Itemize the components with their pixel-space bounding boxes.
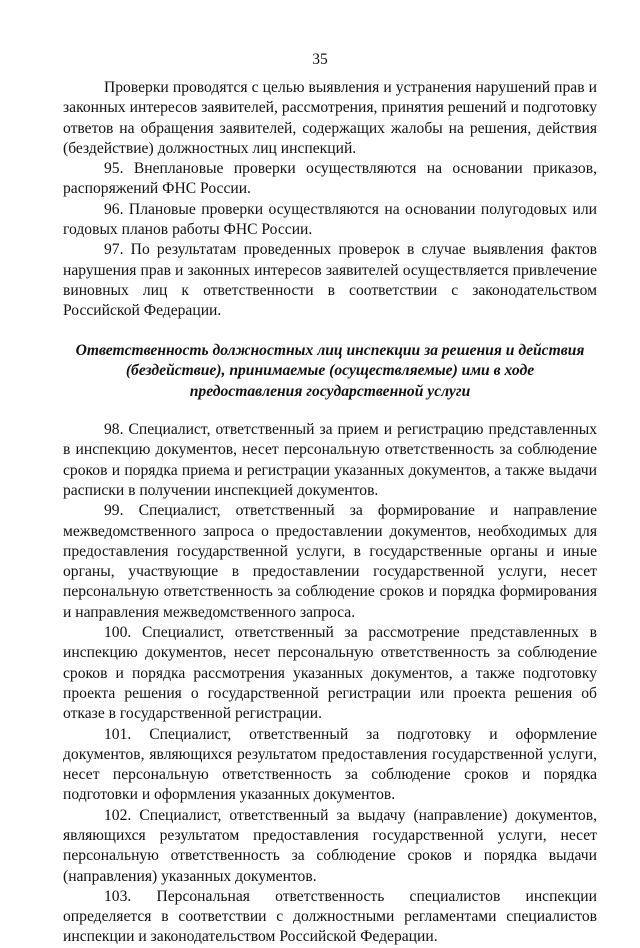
paragraph-97: 97. По результатам проведенных проверок в случае выявления фактов нарушения прав и законных интересов заявителей осуществляется привлечение виновных лиц к ответственности в соответствии с законодательством Российской Федерации.: [63, 241, 597, 320]
paragraph-102: 102. Специалист, ответственный за выдачу (направление) документов, являющихся результатом предоставления государственной услуги, несет персональную ответственность за соблюдение сроков и порядка выдачи (направления) указанных документов.: [63, 806, 597, 885]
paragraph-95: 95. Внеплановые проверки осуществляются на основании приказов, распоряжений ФНС России.: [63, 160, 597, 198]
paragraph-98: 98. Специалист, ответственный за прием и регистрацию представленных в инспекцию документов, несет персональную ответственность за соблюдение сроков и порядка приема и регистрации указанных документов, а также выдачи расписки в получении инспекцией документов.: [63, 421, 597, 499]
document-body: [63, 78, 597, 948]
paragraph-96: 96. Плановые проверки осуществляются на основании полугодовых или годовых планов работы ФНС России.: [63, 200, 597, 239]
paragraph-101: 101. Специалист, ответственный за подготовку и оформление документов, являющихся результатом предоставления государственной услуги, несет персональную ответственность за соблюдение сроков и порядка подготовки и оформления указанных документов.: [63, 725, 597, 804]
paragraph-100: 100. Специалист, ответственный за рассмотрение представленных в инспекцию документов, несет персональную ответственность за соблюдение сроков и порядка рассмотрения указанных документов, а также подготовку проекта решения о государственной регистрации или проекта решения об отказе в государственной регистрации.: [63, 624, 597, 723]
intro-paragraph: Проверки проводятся с целью выявления и устранения нарушений прав и законных интересов заявителей, рассмотрения, принятия решений и подготовку ответов на обращения заявителей, содержащих жалобы на решения, действия (бездействие) должностных лиц инспекций.: [63, 79, 597, 157]
section-heading: Ответственность должностных лиц инспекции за решения и действия (бездействие), принимаемые (осуществляемые) ими в ходе предоставления государственной услуги: [75, 341, 585, 400]
paragraph-99: 99. Специалист, ответственный за формирование и направление межведомственного запроса о предоставлении документов, необходимых для предоставления государственной услуги, в государственные органы и иные органы, участвующие в предоставлении государственной услуги, несет персональную ответственность за соблюдение сроков и порядка формирования и направления межведомственного запроса.: [63, 502, 597, 621]
paragraph-103: 103. Персональная ответственность специалистов инспекции определяется в соответствии с должностными регламентами специалистов инспекции и законодательством Российской Федерации.: [63, 887, 597, 946]
page-number: 35: [312, 51, 328, 68]
